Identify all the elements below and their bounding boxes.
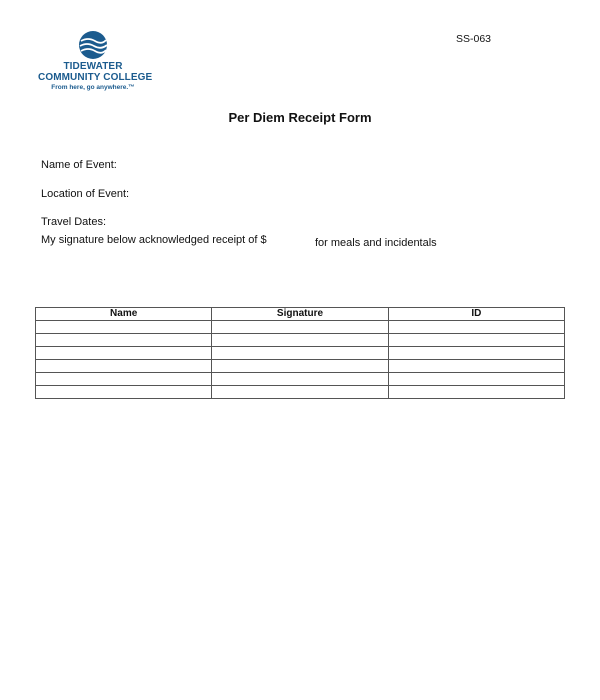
globe-logo-icon	[78, 30, 108, 60]
page-title: Per Diem Receipt Form	[228, 110, 372, 125]
event-name-label: Name of Event:	[41, 159, 117, 171]
event-location-label: Location of Event:	[41, 188, 130, 200]
table-row	[36, 347, 565, 360]
signature-cell[interactable]	[212, 360, 388, 373]
column-header-name: Name	[36, 308, 212, 321]
name-cell[interactable]	[36, 386, 212, 399]
acknowledgement-suffix: for meals and incidentals	[315, 237, 437, 249]
id-cell[interactable]	[388, 386, 564, 399]
column-header-signature: Signature	[212, 308, 388, 321]
id-cell[interactable]	[388, 321, 564, 334]
name-cell[interactable]	[36, 334, 212, 347]
id-cell[interactable]	[388, 373, 564, 386]
signature-cell[interactable]	[212, 321, 388, 334]
column-header-id: ID	[388, 308, 564, 321]
table-row	[36, 360, 565, 373]
table-header-row	[36, 308, 565, 321]
table-row	[36, 373, 565, 386]
signature-cell[interactable]	[212, 373, 388, 386]
id-cell[interactable]	[388, 360, 564, 373]
college-logo	[38, 30, 153, 92]
logo-name-line2: COMMUNITY COLLEGE	[38, 72, 153, 83]
name-cell[interactable]	[36, 373, 212, 386]
id-cell[interactable]	[388, 334, 564, 347]
signature-table	[35, 307, 565, 399]
form-code: SS-063	[456, 33, 492, 45]
signature-cell[interactable]	[212, 334, 388, 347]
signature-cell[interactable]	[212, 347, 388, 360]
acknowledgement-text: My signature below acknowledged receipt of $	[41, 234, 267, 246]
table-row	[36, 386, 565, 399]
travel-dates-label: Travel Dates:	[41, 216, 107, 228]
name-cell[interactable]	[36, 321, 212, 334]
name-cell[interactable]	[36, 347, 212, 360]
name-cell[interactable]	[36, 360, 212, 373]
table-row	[36, 334, 565, 347]
logo-tagline: From here, go anywhere.™	[51, 84, 135, 91]
signature-cell[interactable]	[212, 386, 388, 399]
logo-name-line1: TIDEWATER	[63, 61, 123, 72]
id-cell[interactable]	[388, 347, 564, 360]
table-row	[36, 321, 565, 334]
